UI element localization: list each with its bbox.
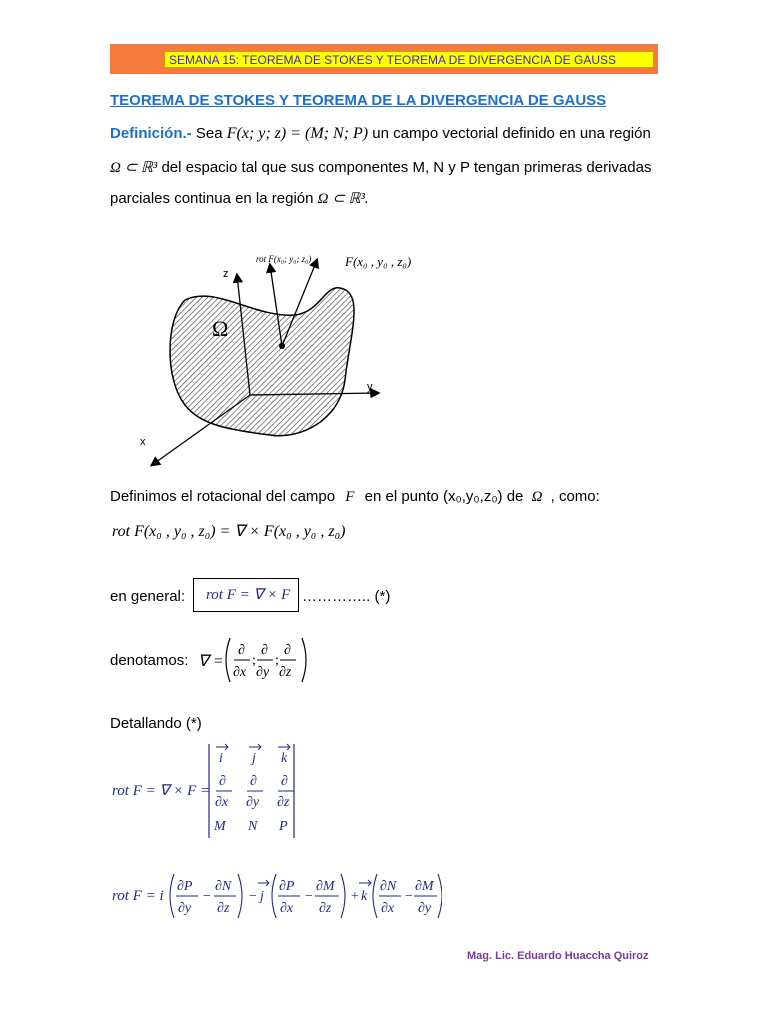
field-label: F(x₀ , y₀ , z₀) — [345, 254, 412, 269]
svg-text:−: − — [202, 889, 212, 904]
definition-line2-rest: del espacio tal que sus componentes M, N y P tengan primeras derivadas — [161, 159, 652, 176]
svg-text:∂x: ∂x — [233, 665, 247, 680]
svg-text:∂z: ∂z — [319, 901, 332, 916]
rot-def-omega: Ω — [531, 489, 543, 505]
svg-text:k: k — [281, 751, 288, 766]
svg-text:∂P: ∂P — [177, 879, 193, 894]
region-blob — [170, 288, 354, 436]
definition-label: Definición.- — [110, 125, 192, 142]
svg-text:M: M — [214, 819, 226, 834]
expanded-lhs: rot F = i — [112, 888, 164, 904]
svg-text:∂x: ∂x — [215, 795, 229, 810]
region-expression: Ω ⊂ ℝ³ — [110, 160, 158, 176]
svg-text:∂: ∂ — [261, 643, 268, 658]
rot-def-F: F — [345, 489, 355, 505]
definition-line1-rest: un campo vectorial definido en una región — [372, 125, 651, 142]
rot-def-end: , como: — [550, 488, 600, 505]
z-label: z — [223, 268, 229, 280]
svg-text:i: i — [219, 751, 223, 766]
svg-text:−: − — [404, 889, 414, 904]
definition-line-1 — [110, 125, 651, 143]
rot-formula: rot F(x₀ , y₀ , z₀) = ∇ × F(x₀ , y₀ , z₀) — [112, 523, 346, 540]
nabla-symbol: ∇ = — [198, 653, 224, 670]
svg-text:k: k — [361, 889, 368, 904]
general-formula: rot F = ∇ × F — [206, 587, 291, 603]
definition-line-3 — [110, 189, 369, 208]
omega-label: Ω — [212, 316, 229, 341]
nabla-components — [222, 636, 310, 684]
matrix-lhs: rot F = ∇ × F = — [112, 783, 211, 799]
region-expression-2: Ω ⊂ ℝ³. — [317, 191, 369, 207]
region-figure — [140, 240, 440, 475]
svg-text:∂x: ∂x — [381, 901, 395, 916]
detail-label: Detallando (*) — [110, 715, 202, 732]
expanded-formula — [166, 872, 442, 920]
svg-text:+: + — [350, 889, 360, 904]
svg-text:∂x: ∂x — [280, 901, 294, 916]
rot-def-mid: en el punto (x₀,y₀,z₀) de — [364, 488, 524, 505]
y-label: y — [367, 381, 373, 393]
svg-text:N: N — [248, 819, 258, 834]
svg-text:;: ; — [252, 653, 256, 668]
svg-text:P: P — [279, 819, 288, 834]
svg-text:−: − — [304, 889, 314, 904]
svg-text:;: ; — [275, 653, 279, 668]
svg-text:∂y: ∂y — [418, 901, 432, 916]
svg-text:∂y: ∂y — [256, 665, 270, 680]
svg-text:∂M: ∂M — [415, 879, 434, 894]
svg-text:∂N: ∂N — [380, 879, 397, 894]
general-dots: ………….. (*) — [302, 588, 391, 605]
svg-text:∂z: ∂z — [279, 665, 292, 680]
definition-line3-start: parciales continua en la región — [110, 190, 314, 207]
author-footer: Mag. Lic. Eduardo Huaccha Quiroz — [467, 950, 649, 962]
svg-text:−: − — [248, 889, 258, 904]
definition-sea: Sea — [195, 125, 223, 142]
svg-text:j: j — [260, 889, 264, 904]
svg-text:∂y: ∂y — [178, 901, 192, 916]
header-highlight — [164, 51, 654, 68]
rot-def-text: Definimos el rotacional del campo — [110, 488, 336, 505]
rot-definition-line — [110, 488, 600, 506]
svg-text:∂: ∂ — [284, 643, 291, 658]
general-formula-box — [193, 578, 299, 612]
rot-determinant — [206, 742, 306, 840]
svg-text:∂P: ∂P — [279, 879, 295, 894]
svg-text:∂z: ∂z — [217, 901, 230, 916]
svg-text:∂: ∂ — [219, 774, 226, 789]
point-x0 — [279, 343, 285, 349]
definition-line-2 — [110, 158, 651, 177]
svg-text:∂: ∂ — [250, 774, 257, 789]
svg-text:∂: ∂ — [281, 774, 288, 789]
rot-label: rot F(x₀; y₀; z₀) — [256, 254, 312, 264]
svg-text:∂y: ∂y — [246, 795, 260, 810]
general-label: en general: — [110, 588, 186, 605]
svg-text:∂N: ∂N — [215, 879, 232, 894]
svg-text:j: j — [252, 751, 256, 766]
svg-text:∂z: ∂z — [277, 795, 290, 810]
svg-text:∂: ∂ — [238, 643, 245, 658]
field-expression: F(x; y; z) = (M; N; P) — [226, 125, 369, 142]
denote-label: denotamos: — [110, 652, 189, 669]
header-band — [110, 44, 658, 74]
x-label: x — [140, 436, 146, 448]
header-text: SEMANA 15: TEOREMA DE STOKES Y TEOREMA DE DIVERGENCIA DE GAUSS — [169, 53, 617, 67]
page-title: TEOREMA DE STOKES Y TEOREMA DE LA DIVERGENCIA DE GAUSS — [110, 92, 607, 109]
svg-text:∂M: ∂M — [316, 879, 335, 894]
